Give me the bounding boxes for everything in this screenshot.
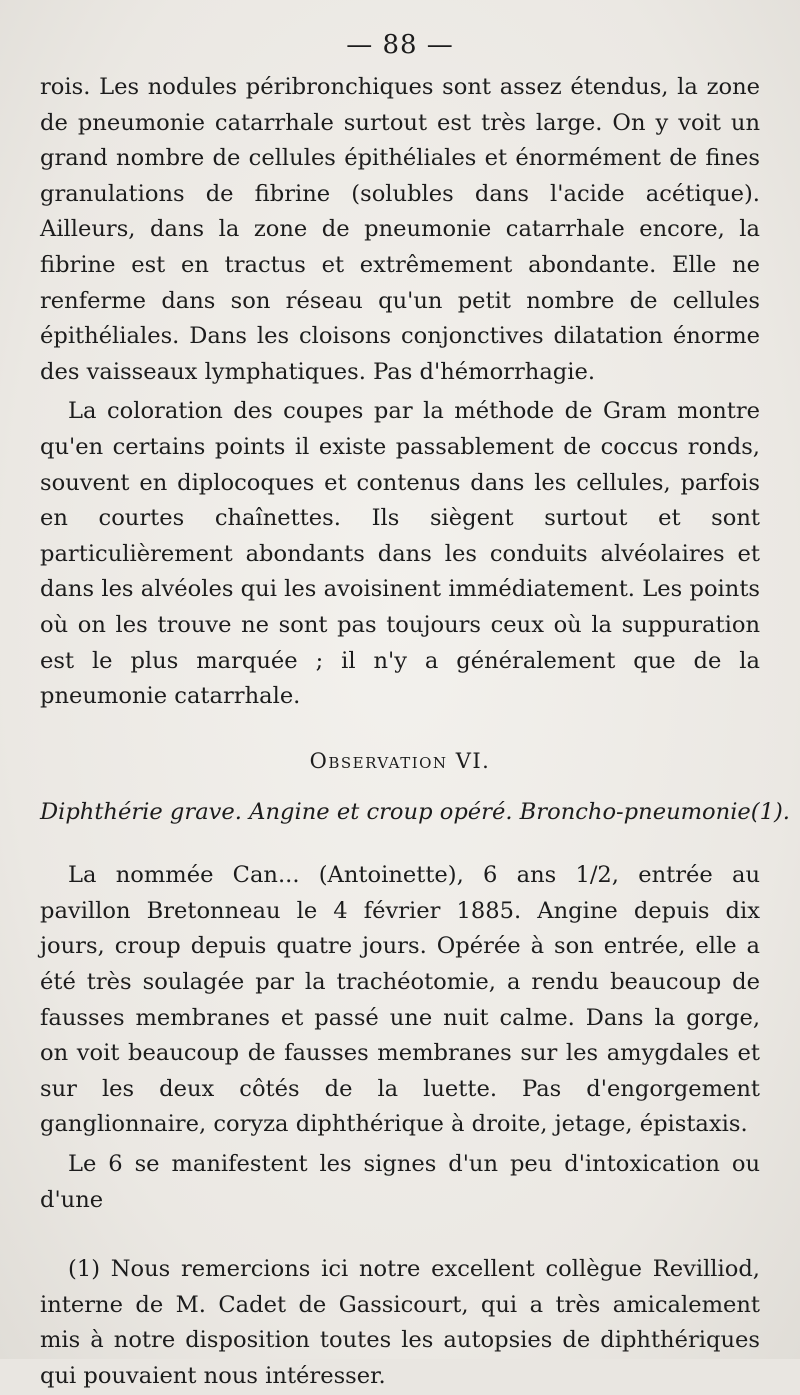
observation-title: Observation VI.	[309, 748, 491, 773]
observation-subtitle: Diphthérie grave. Angine et croup opéré. Broncho-pneumonie(1).	[40, 798, 790, 825]
page-number: — 88 —	[346, 30, 454, 60]
paragraph-continuation: rois. Les nodules péribronchiques sont assez étendus, la zone de pneumonie catarrhale surtout est très large. On y voit un grand nombre de cellules épithéliales et énormément de fines granulations de fibrine (solubles dans l'acide acétique). Ailleurs, dans la zone de pneumonie catarrhale encore, la fibrine est en tractus et extrêmement abondante. Elle ne renferme dans son réseau qu'un petit nombre de cellules épithéliales. Dans les cloisons conjonctives dilatation énorme des vaisseaux lymphatiques. Pas d'hémorrhagie.	[40, 74, 760, 385]
paragraph-case-continuation: Le 6 se manifestent les signes d'un peu d'intoxication ou d'une	[40, 1151, 760, 1213]
paragraph-gram-staining: La coloration des coupes par la méthode de Gram montre qu'en certains points il existe passablement de coccus ronds, souvent en diplocoques et contenus dans les cellules, parfois en courtes chaînettes. Ils siègent surtout et sont particulièrement abondants dans les conduits alvéolaires et dans les alvéoles qui les avoisinent immédiatement. Les points où on les trouve ne sont pas toujours ceux où la suppuration est le plus marquée ; il n'y a généralement que de la pneumonie catarrhale.	[40, 398, 760, 710]
paragraph-case-description: La nommée Can... (Antoinette), 6 ans 1/2, entrée au pavillon Bretonneau le 4 février 1885. Angine depuis dix jours, croup depuis quatre jours. Opérée à son entrée, elle a été très soulagée par la trachéotomie, a rendu beaucoup de fausses membranes et passé une nuit calme. Dans la gorge, on voit beaucoup de fausses membranes sur les amygdales et sur les deux côtés de la luette. Pas d'engorgement ganglionnaire, coryza diphthérique à droite, jetage, épistaxis.	[40, 862, 760, 1138]
footnote: (1) Nous remercions ici notre excellent collègue Revilliod, interne de M. Cadet de Gassicourt, qui a très amicalement mis à notre disposition toutes les autopsies de diphthériques qui pouvaient nous intéresser.	[40, 1256, 760, 1389]
